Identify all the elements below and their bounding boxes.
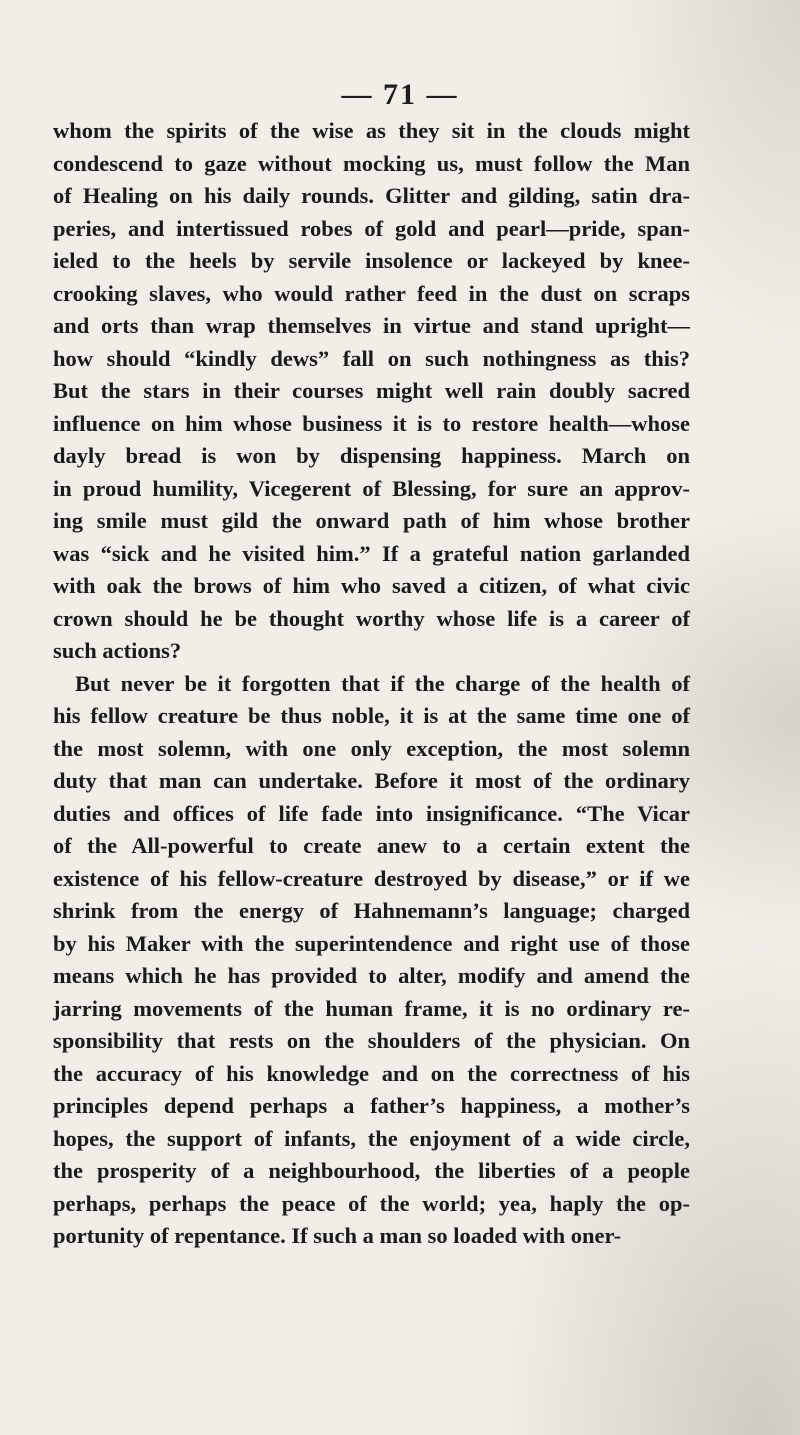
text-line: existence of his fellow-creature destroyed by disease,” or if we: [53, 865, 690, 891]
text-line: his fellow creature be thus noble, it is at the same time one of: [53, 703, 690, 728]
text-line: whom the spirits of the wise as they sit in the clouds might: [53, 118, 690, 143]
text-line: the accuracy of his knowledge and on the correctness of his: [53, 1060, 690, 1086]
text-line: influence on him whose business it is to restore health—whose: [53, 410, 690, 436]
text-line: shrink from the energy of Hahnemann’s language; charged: [53, 898, 690, 923]
text-line: the prosperity of a neighbourhood, the liberties of a people: [53, 1158, 690, 1183]
text-line: in proud humility, Vicegerent of Blessing, for sure an approv-: [53, 475, 690, 501]
text-line: ieled to the heels by servile insolence or lackeyed by knee-: [53, 248, 690, 273]
text-line: ing smile must gild the onward path of him whose brother: [53, 508, 690, 533]
body-text: [53, 115, 690, 1253]
paragraph: [53, 668, 690, 1253]
text-line: condescend to gaze without mocking us, must follow the Man: [53, 150, 690, 176]
text-line: the most solemn, with one only exception, the most solemn: [53, 735, 690, 761]
text-line: hopes, the support of infants, the enjoyment of a wide circle,: [53, 1125, 690, 1151]
text-line: of the All-powerful to create anew to a certain extent the: [53, 833, 690, 858]
text-line: by his Maker with the superintendence and right use of those: [53, 930, 690, 956]
text-line: crown should he be thought worthy whose life is a career of: [53, 605, 690, 631]
paragraph: [53, 115, 690, 668]
text-line: was “sick and he visited him.” If a grateful nation garlanded: [53, 540, 690, 566]
text-line: peries, and intertissued robes of gold and pearl—pride, span-: [53, 215, 690, 241]
text-line: how should “kindly dews” fall on such nothingness as this?: [53, 345, 690, 371]
text-line: principles depend perhaps a father’s happiness, a mother’s: [53, 1093, 690, 1118]
text-line: jarring movements of the human frame, it is no ordinary re-: [53, 995, 690, 1021]
text-line: sponsibility that rests on the shoulders of the physician. On: [53, 1028, 690, 1053]
text-line: of Healing on his daily rounds. Glitter and gilding, satin dra-: [53, 183, 690, 208]
text-line: means which he has provided to alter, modify and amend the: [53, 963, 690, 988]
text-line: duties and offices of life fade into insignificance. “The Vicar: [53, 800, 690, 826]
text-line: dayly bread is won by dispensing happiness. March on: [53, 443, 690, 468]
text-line: such actions?: [53, 638, 182, 663]
page-number: — 71 —: [341, 78, 459, 111]
text-line: But never be it forgotten that if the charge of the health of: [75, 670, 690, 696]
text-line: duty that man can undertake. Before it most of the ordinary: [53, 768, 690, 793]
text-line: But the stars in their courses might well rain doubly sacred: [53, 378, 690, 403]
text-line: crooking slaves, who would rather feed in the dust on scraps: [53, 280, 690, 306]
text-line: perhaps, perhaps the peace of the world; yea, haply the op-: [53, 1190, 690, 1216]
text-line: and orts than wrap themselves in virtue and stand upright—: [53, 313, 690, 338]
text-line: with oak the brows of him who saved a citizen, of what civic: [53, 573, 690, 598]
text-line: portunity of repentance. If such a man so loaded with oner-: [53, 1223, 622, 1248]
